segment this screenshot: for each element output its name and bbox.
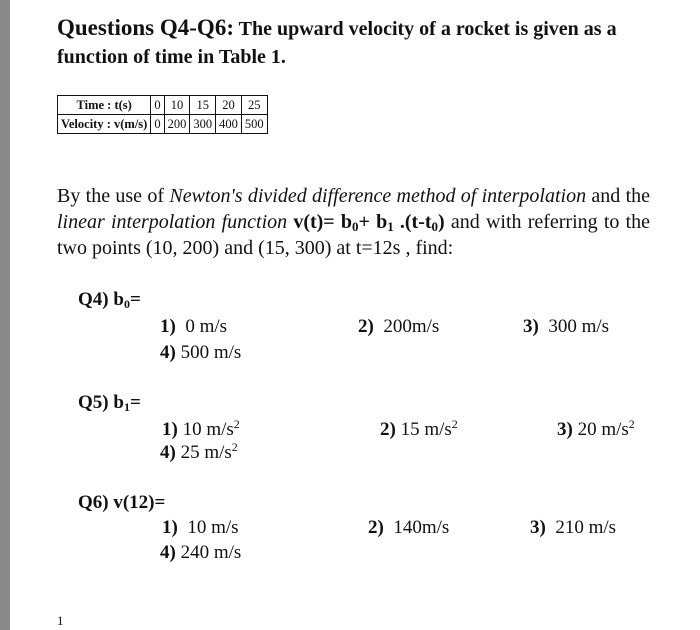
table-row: [58, 96, 268, 115]
question-q4-label: [78, 289, 141, 311]
question-label-text: Q6) v(12)=: [78, 492, 166, 513]
table-row: [58, 115, 268, 134]
formula-subscript: 0: [352, 219, 359, 234]
option-text: 0 m/s: [185, 316, 228, 337]
method-name: Newton's divided difference method of interpolation: [169, 185, 587, 207]
table-cell: 15: [190, 96, 216, 115]
option-text: 210 m/s: [555, 517, 617, 538]
q4-option-3[interactable]: [523, 316, 609, 338]
title-text: The upward velocity of a rocket is given as a function of time in Table 1.: [57, 18, 617, 68]
formula-subscript: 0: [431, 219, 439, 234]
linear-function-name: linear interpolation function: [57, 211, 288, 233]
option-superscript: 2: [233, 417, 240, 431]
data-table: [57, 95, 268, 134]
table-cell: 10: [164, 96, 190, 115]
table-row-header: Time : t(s): [58, 96, 151, 115]
option-superscript: 2: [231, 440, 238, 454]
q4-option-4[interactable]: [160, 342, 241, 364]
option-number: 4): [160, 342, 176, 363]
option-number: 3): [557, 419, 573, 440]
question-subscript: 0: [123, 297, 130, 311]
question-subscript: 1: [123, 400, 130, 414]
formula-part: ): [438, 211, 445, 233]
q6-option-4[interactable]: [160, 542, 241, 564]
q6-option-3[interactable]: [530, 517, 616, 539]
page-title: [57, 14, 687, 71]
formula-part: v(t)= b: [293, 211, 353, 233]
table-cell: 400: [216, 115, 242, 134]
q5-option-2[interactable]: [380, 419, 458, 441]
q5-option-3[interactable]: [557, 419, 635, 441]
option-number: 4): [160, 442, 176, 463]
q6-option-1[interactable]: [162, 517, 239, 539]
q4-option-1[interactable]: [160, 316, 227, 338]
option-superscript: 2: [628, 417, 635, 431]
table-cell: 0: [151, 96, 164, 115]
table-cell: 20: [216, 96, 242, 115]
title-label: Questions Q4-Q6:: [57, 15, 234, 40]
intro-text: By the use of: [57, 185, 170, 207]
question-equals: =: [129, 392, 141, 413]
option-text: 15 m/s: [400, 419, 452, 440]
formula-part: + b: [358, 211, 388, 233]
option-text: 10 m/s: [182, 419, 234, 440]
problem-statement: [57, 183, 650, 261]
option-number: 3): [530, 517, 546, 538]
table-row-header: Velocity : v(m/s): [58, 115, 151, 134]
option-text: 10 m/s: [187, 517, 239, 538]
option-number: 1): [160, 316, 176, 337]
question-equals: =: [129, 289, 141, 310]
question-q6-label: [78, 492, 165, 514]
table-cell: 300: [190, 115, 216, 134]
formula: [293, 211, 444, 233]
option-text: 200m/s: [383, 316, 440, 337]
question-label-text: Q5) b: [78, 392, 124, 413]
q4-option-2[interactable]: [358, 316, 439, 338]
formula-subscript: 1: [387, 219, 394, 234]
option-text: 20 m/s: [577, 419, 629, 440]
formula-part: .(t-t: [393, 211, 432, 233]
option-text: 140m/s: [393, 517, 450, 538]
option-text: 240 m/s: [180, 542, 242, 563]
option-text: 300 m/s: [548, 316, 610, 337]
q5-option-4[interactable]: [160, 442, 238, 464]
table-cell: 25: [241, 96, 267, 115]
question-q5-label: [78, 392, 141, 414]
option-number: 2): [358, 316, 374, 337]
table-cell: 200: [164, 115, 190, 134]
q6-option-2[interactable]: [368, 517, 449, 539]
intro-text: and with referring to the two points (10, 200) and (15, 300) at t=12s , find:: [57, 211, 651, 259]
page-number: 1: [57, 613, 64, 628]
option-number: 3): [523, 316, 539, 337]
q5-option-1[interactable]: [162, 419, 240, 441]
option-number: 1): [162, 517, 178, 538]
option-superscript: 2: [451, 417, 458, 431]
question-label-text: Q4) b: [78, 289, 124, 310]
option-number: 1): [162, 419, 178, 440]
option-text: 500 m/s: [180, 342, 242, 363]
table-cell: 500: [241, 115, 267, 134]
option-text: 25 m/s: [180, 442, 232, 463]
intro-text: and the: [586, 185, 651, 207]
option-number: 2): [380, 419, 396, 440]
option-number: 2): [368, 517, 384, 538]
option-number: 4): [160, 542, 176, 563]
table-cell: 0: [151, 115, 164, 134]
